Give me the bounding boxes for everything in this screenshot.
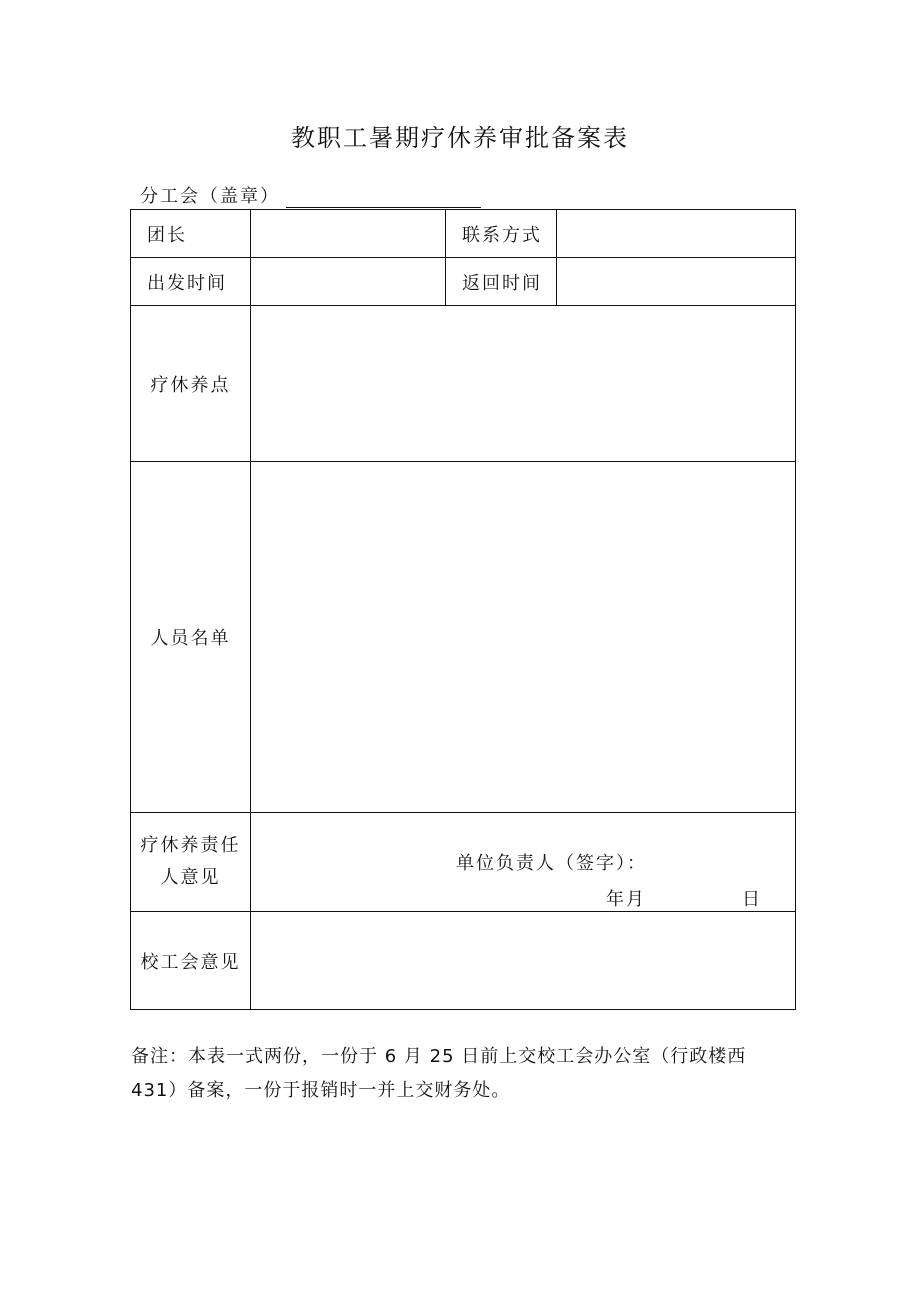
opinion-date [606, 885, 762, 911]
page-title: 教职工暑期疗休养审批备案表 [291, 124, 629, 152]
branch-union-stamp-blank[interactable] [286, 187, 481, 208]
depart-time-field[interactable] [251, 258, 446, 306]
union-opinion-field[interactable] [251, 912, 796, 1010]
responsible-opinion-row [131, 813, 796, 912]
unit-head-signature-label: 单位负责人（签字）： [456, 853, 647, 874]
place-label: 疗休养点 [131, 306, 251, 462]
remark-note: 备注：本表一式两份，一份于 6 月 25 日前上交校工会办公室（行政楼西 431）备案，一份于报销时一并上交财务处。 [131, 1046, 747, 1101]
contact-label: 联系方式 [446, 210, 557, 258]
branch-union-stamp-label: 分工会（盖章） [140, 186, 280, 207]
time-row [131, 258, 796, 306]
responsible-opinion-field[interactable] [251, 813, 796, 912]
members-field[interactable] [251, 462, 796, 813]
union-opinion-row [131, 912, 796, 1010]
leader-row [131, 210, 796, 258]
responsible-opinion-label: 疗休养责任人意见 [131, 813, 251, 912]
leader-field[interactable] [251, 210, 446, 258]
contact-field[interactable] [557, 210, 796, 258]
members-label: 人员名单 [131, 462, 251, 813]
union-opinion-label: 校工会意见 [131, 912, 251, 1010]
branch-union-stamp-line [140, 182, 481, 208]
return-time-label: 返回时间 [446, 258, 557, 306]
date-day: 日 [742, 889, 762, 910]
return-time-field[interactable] [557, 258, 796, 306]
place-row [131, 306, 796, 462]
depart-time-label: 出发时间 [131, 258, 251, 306]
members-row [131, 462, 796, 813]
date-year-month: 年月 [606, 889, 646, 910]
leader-label: 团长 [131, 210, 251, 258]
approval-form-table [130, 209, 796, 1010]
place-field[interactable] [251, 306, 796, 462]
